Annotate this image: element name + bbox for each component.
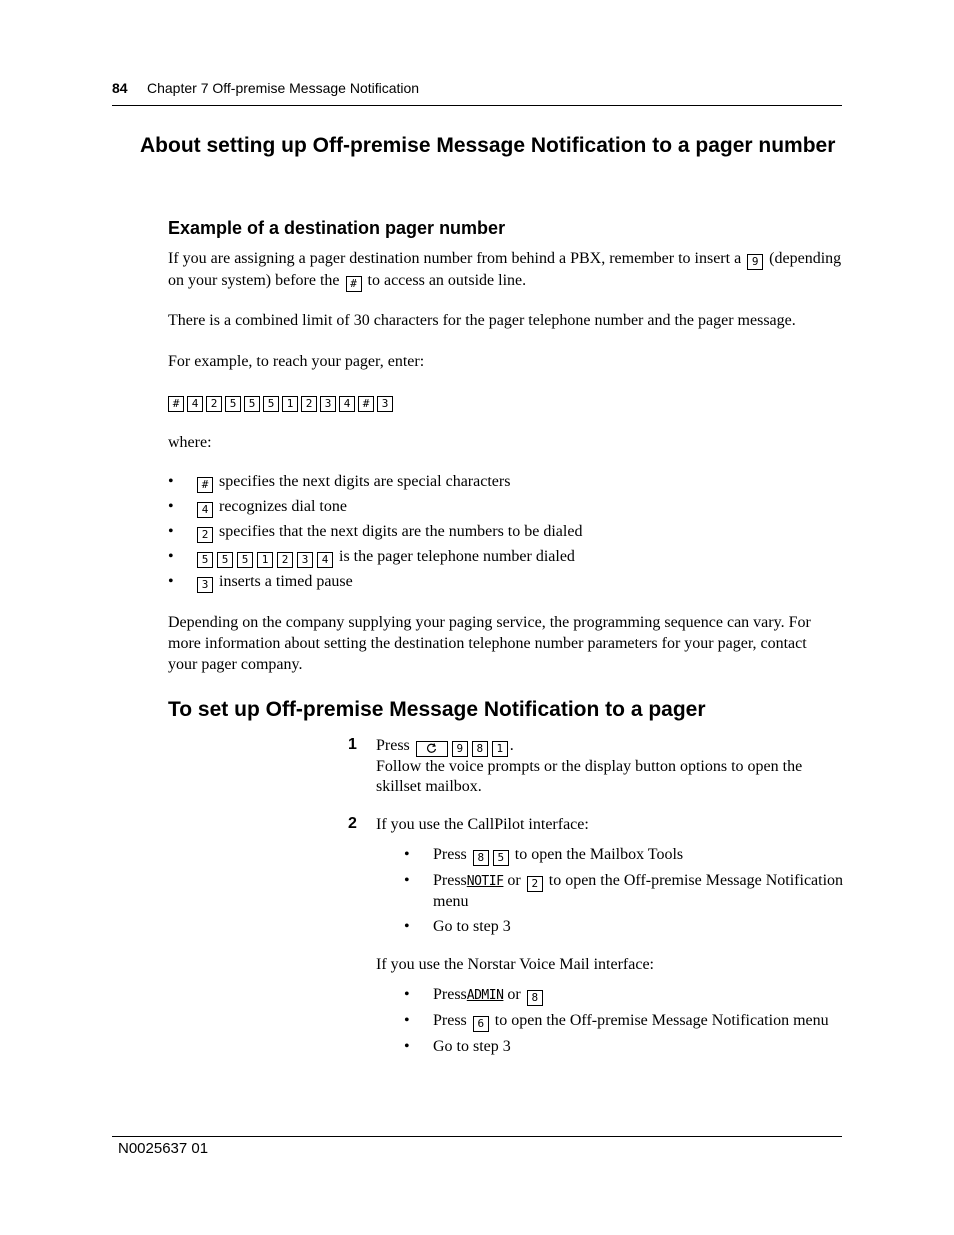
step-2-intro-norstar: If you use the Norstar Voice Mail interface: xyxy=(376,956,654,973)
list-item: • Go to step 3 xyxy=(404,1037,844,1057)
seq-key: # xyxy=(358,396,374,412)
seq-key: 3 xyxy=(377,396,393,412)
running-footer xyxy=(112,1136,842,1157)
list-item: • Press 6 to open the Off-premise Message Notification menu xyxy=(404,1011,844,1032)
section-title: About setting up Off-premise Message Notification to a pager number xyxy=(140,134,836,157)
sequence-explanation-list xyxy=(168,471,848,596)
procedure-heading: To set up Off-premise Message Notification to a pager xyxy=(168,698,706,721)
running-header xyxy=(112,79,842,106)
seq-key: 1 xyxy=(282,396,298,412)
list-item: • PressNOTIF or 2 to open the Off-premise Message Notification menu xyxy=(404,871,844,912)
seq-key: 3 xyxy=(320,396,336,412)
list-item: • 3 inserts a timed pause xyxy=(168,571,848,596)
callpilot-list xyxy=(404,845,844,942)
list-item: • PressADMIN or 8 xyxy=(404,985,844,1006)
example-intro: For example, to reach your pager, enter: xyxy=(168,353,425,370)
chapter-title: Chapter 7 Off-premise Message Notification xyxy=(147,80,420,96)
list-item: • # specifies the next digits are special characters xyxy=(168,471,848,496)
step-number: 1 xyxy=(348,736,357,753)
pbx-paragraph: If you are assigning a pager destination number from behind a PBX, remember to insert a 9 (depending on your system) before the # to access an outside line. xyxy=(168,250,842,290)
seq-key: 5 xyxy=(225,396,241,412)
document-number: N0025637 01 xyxy=(118,1140,209,1157)
norstar-list xyxy=(404,985,844,1062)
list-item: • 2 specifies that the next digits are the numbers to be dialed xyxy=(168,521,848,546)
list-item: • Go to step 3 xyxy=(404,917,844,937)
dial-sequence xyxy=(168,392,396,412)
page-number: 84 xyxy=(112,80,128,96)
step-2-intro: If you use the CallPilot interface: xyxy=(376,816,589,833)
service-paragraph: Depending on the company supplying your paging service, the programming sequence can vary. For more information about setting the destination telephone number parameters for your pager, contact your pager company. xyxy=(168,614,811,673)
list-item: • 5 5 5 1 2 3 4 is the pager telephone number dialed xyxy=(168,546,848,571)
key-9: 9 xyxy=(747,254,763,270)
seq-key: 2 xyxy=(206,396,222,412)
feature-key-icon xyxy=(416,741,448,757)
example-heading: Example of a destination pager number xyxy=(168,218,506,238)
seq-key: 4 xyxy=(187,396,203,412)
seq-key: 5 xyxy=(263,396,279,412)
step-1: Press 9 8 1 . Follow the voice prompts or the display button options to open the skillset mailbox. xyxy=(376,737,803,795)
feature-key-symbol xyxy=(426,743,438,753)
seq-key: 5 xyxy=(244,396,260,412)
step-number: 2 xyxy=(348,815,357,832)
seq-key: # xyxy=(168,396,184,412)
seq-key: 4 xyxy=(339,396,355,412)
notif-softkey: NOTIF xyxy=(466,874,504,889)
limit-paragraph: There is a combined limit of 30 characters for the pager telephone number and the pager message. xyxy=(168,312,796,329)
list-item: • 4 recognizes dial tone xyxy=(168,496,848,521)
key-hash: # xyxy=(346,276,362,292)
admin-softkey: ADMIN xyxy=(466,988,504,1003)
seq-key: 2 xyxy=(301,396,317,412)
where-label: where: xyxy=(168,434,212,451)
list-item: • Press 8 5 to open the Mailbox Tools xyxy=(404,845,844,866)
